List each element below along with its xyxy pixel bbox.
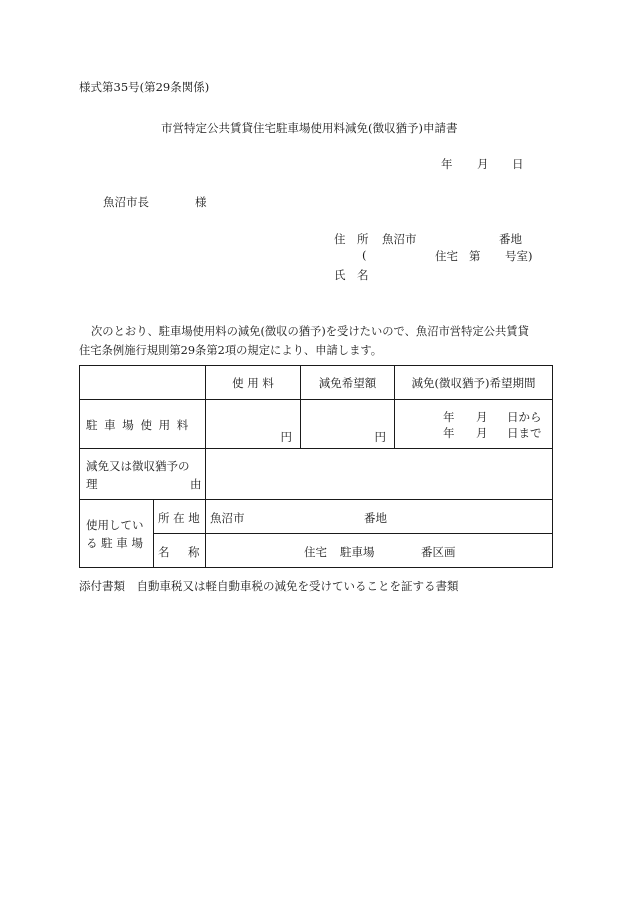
location-banchi: 番地	[364, 511, 387, 525]
name-label-1: 氏	[334, 268, 346, 282]
date-month: 月	[477, 157, 489, 171]
fee-label-cell	[80, 400, 206, 449]
parking-jutaku: 住宅	[304, 545, 327, 559]
table-header-row	[80, 366, 553, 400]
usage-fee-field[interactable]	[206, 400, 301, 449]
parking-group-label-2: る 駐 車 場	[86, 536, 143, 550]
body-line-1: 次のとおり、駐車場使用料の減免(徴収の猶予)を受けたいので、魚沼市営特定公共賃貸	[91, 325, 529, 338]
reduction-amount-field[interactable]	[301, 400, 395, 449]
form-number: 様式第35号(第29条関係)	[79, 80, 210, 94]
name-label-2: 名	[357, 268, 369, 282]
yen-unit-2: 円	[374, 430, 386, 444]
reason-label-line-1: 減免又は徴収猶予の	[86, 459, 190, 473]
address-city: 魚沼市	[382, 232, 417, 246]
table-row-reason	[80, 449, 553, 500]
period-to-year: 年	[443, 426, 455, 440]
name-label-b: 称	[188, 545, 200, 559]
address-label-2: 所	[357, 232, 369, 246]
fee-label: 駐 車 場 使 用 料	[86, 418, 189, 432]
name-label-cell	[154, 534, 206, 568]
period-to-day: 日まで	[507, 426, 542, 440]
header-blank-cell	[80, 366, 206, 400]
location-label: 所 在 地	[158, 511, 200, 525]
date-day: 日	[512, 157, 524, 171]
yen-unit-1: 円	[280, 430, 292, 444]
address-dai: 第	[469, 249, 481, 263]
reason-label-line-2b: 由	[190, 477, 202, 491]
parking-section: 番区画	[421, 545, 456, 559]
table-row-location	[80, 500, 553, 534]
address-goshitsu: 号室)	[505, 249, 533, 263]
header-usage-fee: 使 用 料	[206, 366, 301, 400]
application-table	[79, 365, 553, 568]
addressee-name: 魚沼市長	[103, 195, 149, 209]
address-banchi: 番地	[499, 232, 522, 246]
parking-group-label-1: 使用してい	[86, 518, 144, 532]
location-field[interactable]	[206, 500, 553, 534]
address-paren-open: (	[362, 248, 367, 262]
reason-label-cell	[80, 449, 206, 500]
header-period: 減免(徴収猶予)希望期間	[395, 366, 553, 400]
reason-label-line-2a: 理	[86, 477, 98, 491]
address-jutaku: 住宅	[435, 249, 458, 263]
addressee-honorific: 様	[195, 195, 207, 209]
table-row-fee	[80, 400, 553, 449]
period-from-day: 日から	[507, 410, 542, 424]
location-city: 魚沼市	[210, 511, 245, 525]
address-label-1: 住	[334, 232, 346, 246]
location-label-cell	[154, 500, 206, 534]
period-field[interactable]	[395, 400, 553, 449]
date-year: 年	[441, 157, 453, 171]
period-to-month: 月	[476, 426, 488, 440]
parking-name-field[interactable]	[206, 534, 553, 568]
name-label-a: 名	[158, 545, 170, 559]
parking-chushajo: 駐車場	[340, 545, 375, 559]
header-reduction-amount: 減免希望額	[301, 366, 395, 400]
period-from-month: 月	[476, 410, 488, 424]
reason-field[interactable]	[206, 449, 553, 500]
body-line-2: 住宅条例施行規則第29条第2項の規定により、申請します。	[79, 344, 383, 357]
parking-group-label-cell	[80, 500, 154, 568]
attachment-note: 添付書類 自動車税又は軽自動車税の減免を受けていることを証する書類	[79, 579, 459, 593]
page-title: 市営特定公共賃貸住宅駐車場使用料減免(徴収猶予)申請書	[161, 121, 458, 135]
period-from-year: 年	[443, 410, 455, 424]
